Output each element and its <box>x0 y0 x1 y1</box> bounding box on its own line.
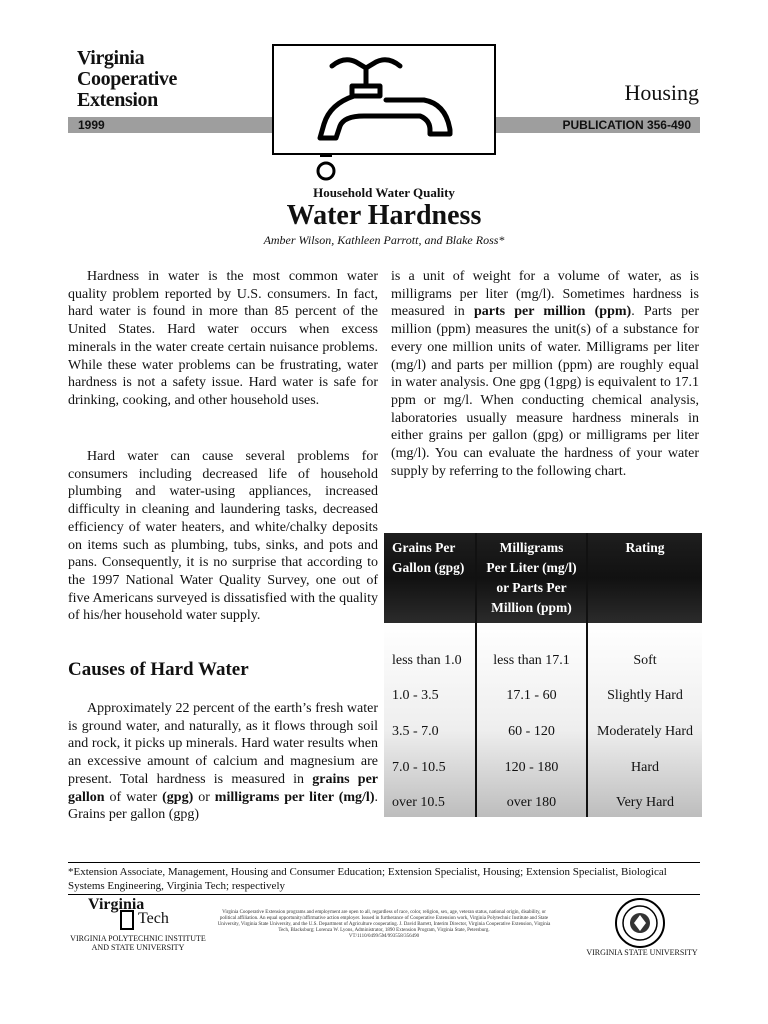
vt-wordmark-bottom: Tech <box>138 910 169 927</box>
cell-grains: 3.5 - 7.0 <box>392 724 439 739</box>
vsu-label: VIRGINIA STATE UNIVERSITY <box>586 948 698 957</box>
cell-grains: less than 1.0 <box>392 653 462 668</box>
cell-milligrams: less than 17.1 <box>493 653 570 668</box>
publication-number: PUBLICATION 356-490 <box>562 118 691 132</box>
brand-line: Virginia <box>77 47 145 69</box>
text-run: is a unit of weight for a volume of water, as is milligrams per liter (mg/l). Sometimes hardness is measured in <box>391 269 699 320</box>
publication-year: 1999 <box>78 118 105 132</box>
header-line: or Parts Per <box>496 580 567 595</box>
category-label: Housing <box>624 80 699 105</box>
cell-rating: Slightly Hard <box>607 688 683 703</box>
extension-brand <box>77 48 177 111</box>
paragraph-units <box>391 268 699 480</box>
brand-line: Cooperative <box>77 68 178 90</box>
section-heading: Causes of Hard Water <box>68 659 249 680</box>
series-subtitle: Household Water Quality <box>313 185 455 200</box>
water-drop-icon <box>312 155 342 188</box>
text-run: or <box>193 789 215 805</box>
paragraph-intro: Hardness in water is the most common water quality problem reported by U.S. consumers. In fact, hard water is found in more than 85 percent of the United States. Hard water occurs when excess minerals in the water create certain nuisance problems. While these water problems can be frustrating, water hardness is not a safety issue. Hard water is safe for drinking, cooking, and other household uses. <box>68 269 378 408</box>
cell-milligrams: 17.1 - 60 <box>506 688 557 703</box>
cell-milligrams: 120 - 180 <box>504 760 559 775</box>
paragraph-causes <box>68 700 378 824</box>
cell-milligrams: 60 - 120 <box>508 724 555 739</box>
authors: Amber Wilson, Kathleen Parrott, and Blake Ross* <box>263 233 505 247</box>
cell-rating: Moderately Hard <box>596 724 694 739</box>
header-line: Rating <box>625 540 665 555</box>
bold-term: parts per million (ppm) <box>473 304 632 320</box>
faucet-icon <box>274 46 494 153</box>
header-line: Million (ppm) <box>491 600 572 615</box>
cell-grains: over 10.5 <box>392 795 445 810</box>
vt-crest-icon <box>120 910 134 930</box>
vt-inst-line: VIRGINIA POLYTECHNIC INSTITUTE <box>70 934 206 943</box>
cell-grains: 7.0 - 10.5 <box>392 760 446 775</box>
vt-inst-line: AND STATE UNIVERSITY <box>91 943 185 952</box>
brand-line: Extension <box>77 89 158 111</box>
cell-milligrams: over 180 <box>506 795 557 810</box>
header-grains <box>388 538 478 578</box>
header-line: Grains Per <box>392 540 456 555</box>
page-title: Water Hardness <box>286 200 482 231</box>
text-run: . Parts per million (ppm) measures the unit(s) of a substance for every one million units of water. Milligrams per liter (mg/l) and parts per million (ppm) are roughly equal in water analysis. One gpg (1gpg) is equivalent to 17.1 ppm or mg/l. When conducting chemical analysis, laboratories usually measure hardness minerals in either grains per gallon (gpg) or milligrams per liter (mg/l). You can evaluate the hardness of your water supply by referring to the following chart. <box>391 304 700 479</box>
equal-opportunity-statement <box>214 910 554 940</box>
bold-term: (gpg) <box>162 789 194 805</box>
cell-rating: Very Hard <box>616 795 674 810</box>
vsu-seal-icon <box>614 897 666 954</box>
virginia-tech-logo <box>68 896 208 952</box>
vt-institution <box>68 934 208 952</box>
cell-rating: Hard <box>631 760 659 775</box>
header-line: Gallon (gpg) <box>392 560 465 575</box>
statement-text: Virginia Cooperative Extension programs and employment are open to all, regardless of race, color, religion, sex, age, veteran status, national origin, disability, or political affiliation. An equal opportunity/affirmative action employer. Issued in furtherance of Cooperative Extension work, Virginia Polytechnic Institute and State University, Virginia State University, and the U.S. Department of Agriculture cooperating. J. David Barrett, Interim Director, Virginia Cooperative Extension, Virginia Tech, Blacksburg; Lorenza W. Lyons, Administrator, 1890 Extension Program, Virginia State, Petersburg. <box>217 910 551 933</box>
vt-wordmark-top: Virginia <box>88 896 145 913</box>
hardness-table <box>384 533 702 817</box>
text-run: . Grains per gallon (gpg) <box>68 789 378 823</box>
statement-code: VT/1110/0499/5M/993558/356490 <box>348 934 420 939</box>
header-rating <box>588 538 702 558</box>
header-milligrams <box>477 538 586 618</box>
bold-term: milligrams per liter (mg/l) <box>214 789 375 805</box>
cell-grains: 1.0 - 3.5 <box>392 688 439 703</box>
author-footnote: *Extension Associate, Management, Housing and Consumer Education; Extension Specialist, Housing; Extension Specialist, Biological Systems Engineering, Virginia Tech; respectively <box>68 862 700 895</box>
text-run: Approximately 22 percent of the earth’s fresh water is ground water, and naturally, as it flows through soil and rock, it picks up minerals. Hard water results when an excessive amount of calcium and magnesium are present. Total hardness is measured in <box>68 701 378 787</box>
cell-rating: Soft <box>633 653 657 668</box>
header-line: Milligrams <box>499 540 564 555</box>
bold-term: grains per gallon <box>68 771 378 805</box>
faucet-illustration-frame <box>272 44 496 155</box>
header-line: Per Liter (mg/l) <box>486 560 577 575</box>
text-run: of water <box>104 789 163 805</box>
paragraph-problems: Hard water can cause several problems for consumers including decreased life of household plumbing and water-using appliances, increased difficulty in cleaning and laundering tasks, decreased efficiency of water heaters, and white/chalky deposits on items such as plumbing, tubs, sinks, and pots and pans. Consequently, it is no surprise that according to the 1997 National Water Quality Survey, one out of five Americans surveyed is dissatisfied with the quality of his/her household water supply. <box>68 449 378 624</box>
